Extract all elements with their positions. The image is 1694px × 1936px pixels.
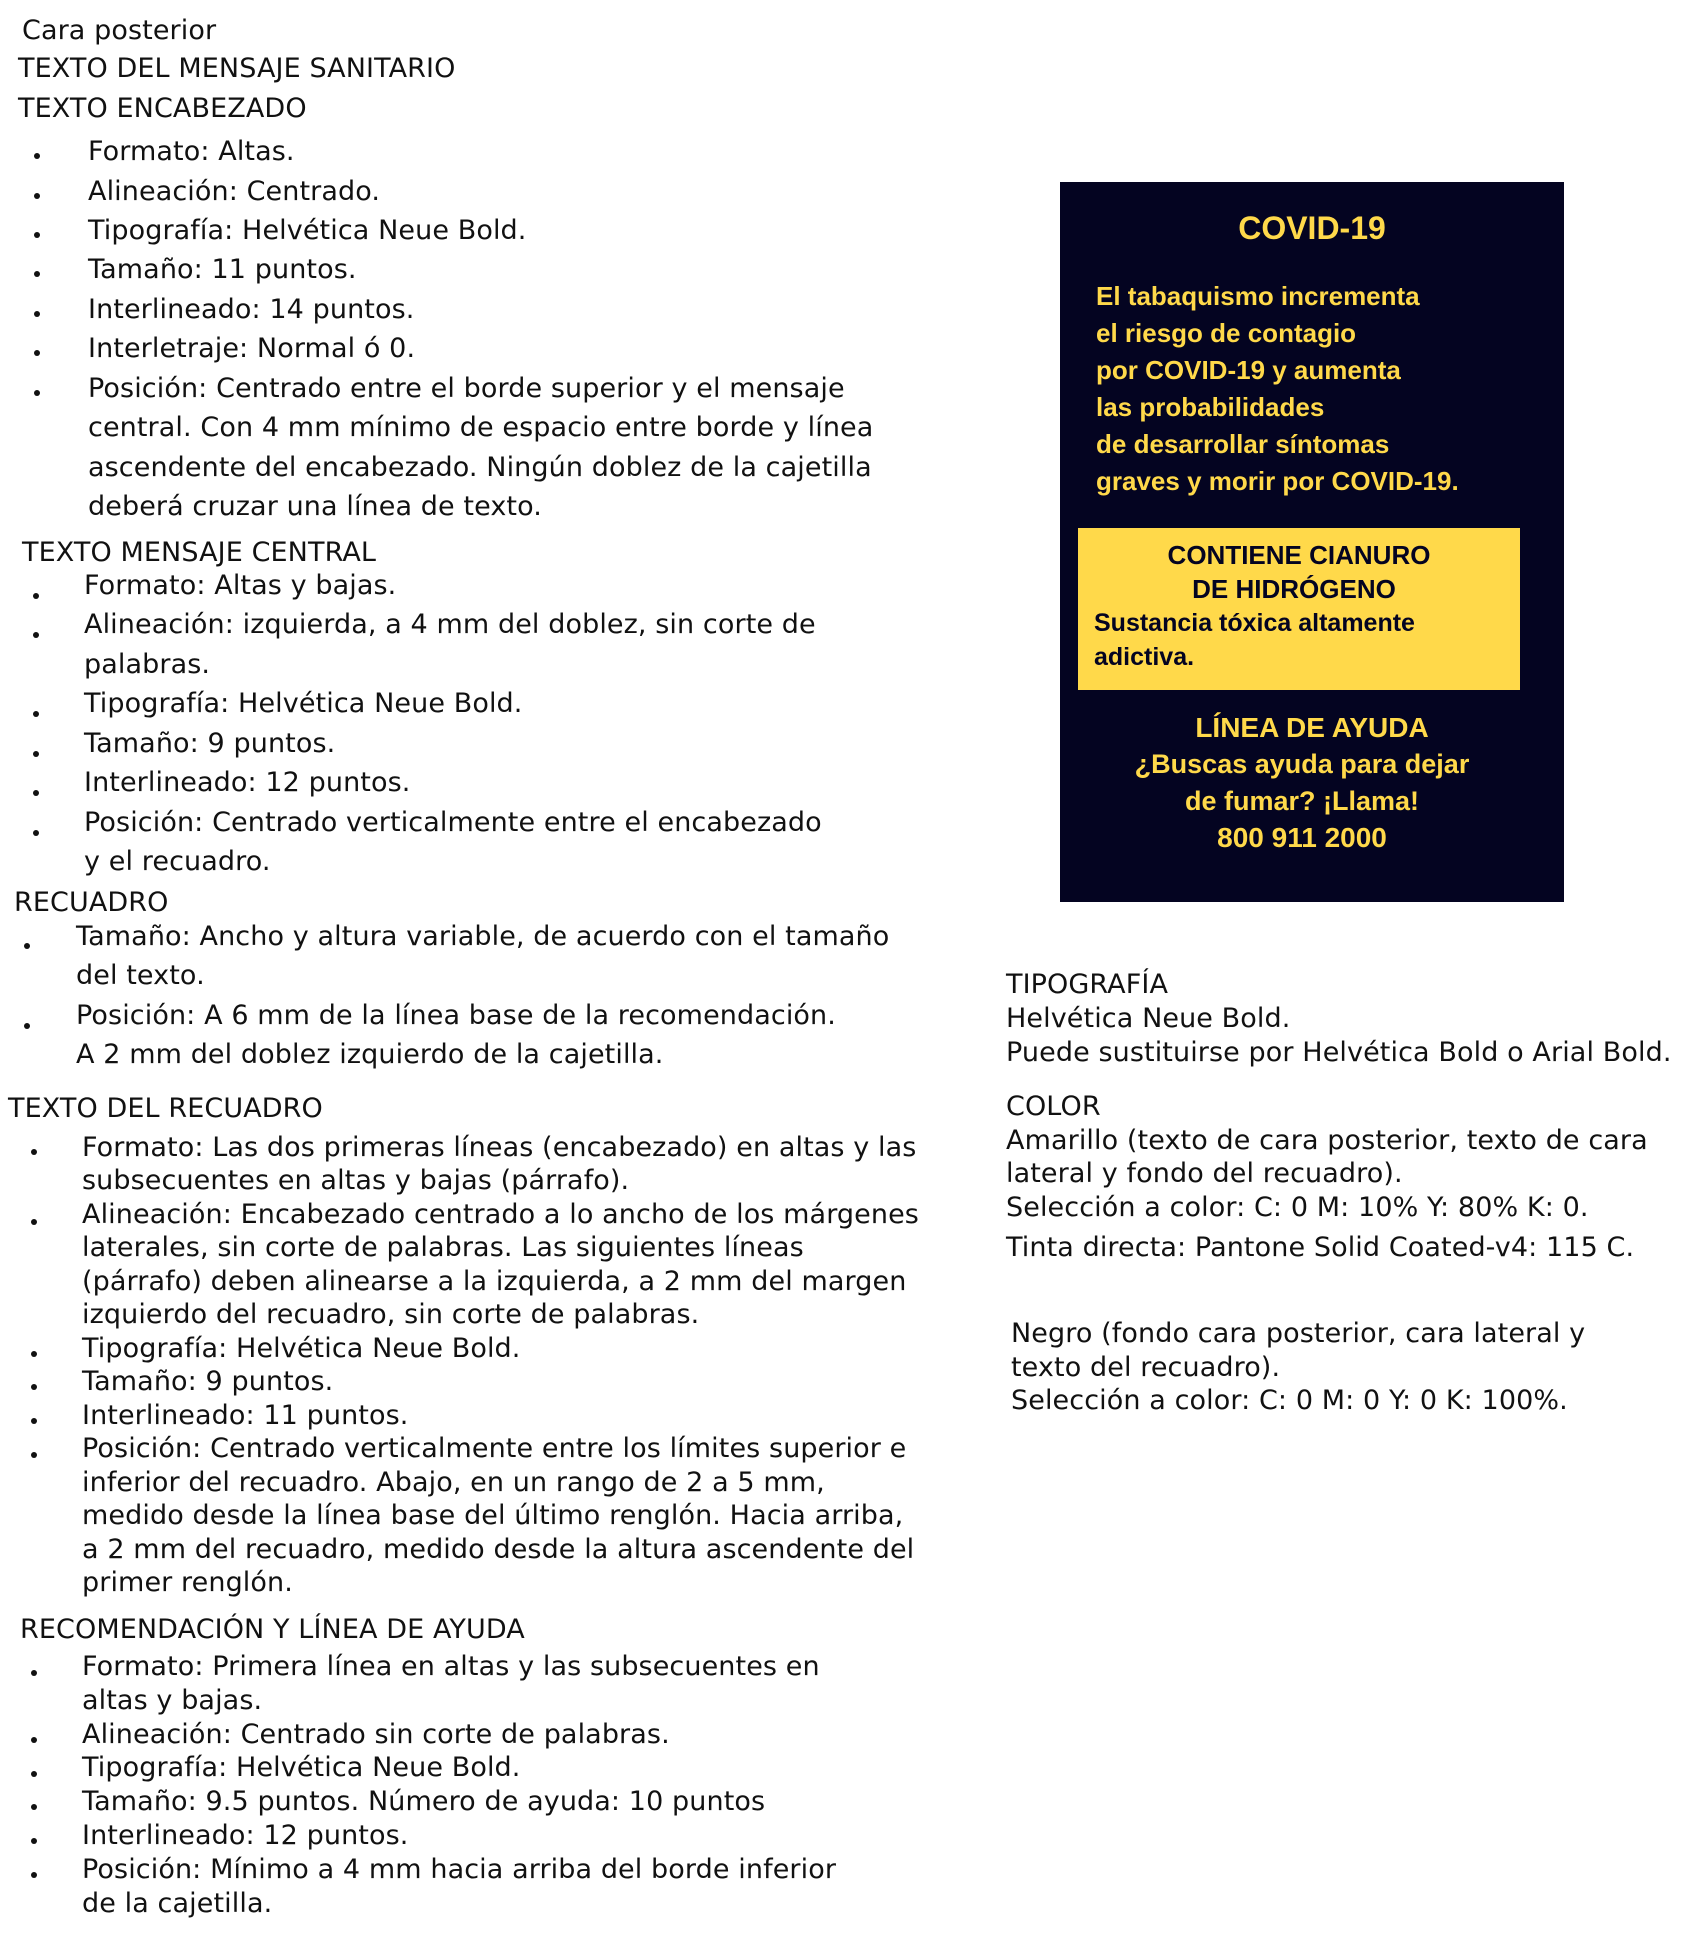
list-item: Formato: Altas y bajas.: [84, 570, 397, 601]
list-item: Formato: Altas.: [88, 136, 295, 167]
warning-box-text: adictiva.: [1094, 643, 1195, 671]
list-item-continuation: del texto.: [76, 960, 205, 991]
doc-title: Cara posterior: [22, 15, 217, 46]
help-heading: LÍNEA DE AYUDA: [1195, 712, 1429, 743]
list-item: Tamaño: 11 puntos.: [88, 254, 357, 285]
bullet: [31, 1804, 37, 1810]
section-heading-encabezado: TEXTO ENCABEZADO: [18, 93, 307, 124]
spec-line: Negro (fondo cara posterior, cara lateral y: [1011, 1318, 1586, 1349]
list-item-continuation: primer renglón.: [82, 1567, 293, 1598]
list-item: Posición: Mínimo a 4 mm hacia arriba del borde inferior: [82, 1854, 837, 1885]
help-text-line: ¿Buscas ayuda para dejar: [1134, 749, 1470, 779]
spec-line: lateral y fondo del recuadro).: [1006, 1158, 1403, 1189]
list-item: Tamaño: 9.5 puntos. Número de ayuda: 10 puntos: [82, 1786, 766, 1817]
list-item: Alineación: Centrado.: [88, 176, 381, 207]
warning-box-text: Sustancia tóxica altamente: [1094, 609, 1415, 637]
list-item-continuation: laterales, sin corte de palabras. Las siguientes líneas: [82, 1232, 804, 1263]
list-item-continuation: ascendente del encabezado. Ningún doblez de la cajetilla: [88, 452, 872, 483]
list-item-continuation: altas y bajas.: [82, 1685, 263, 1716]
bullet: [31, 1872, 37, 1878]
list-item: Interlineado: 11 puntos.: [82, 1400, 409, 1431]
bullet: [24, 943, 30, 949]
list-item: Tamaño: Ancho y altura variable, de acuerdo con el tamaño: [76, 921, 890, 952]
warning-box-heading: DE HIDRÓGENO: [1192, 574, 1396, 604]
list-item: Tipografía: Helvética Neue Bold.: [88, 215, 527, 246]
list-item-continuation: subsecuentes en altas y bajas (párrafo).: [82, 1165, 630, 1196]
bullet: [31, 1149, 37, 1155]
panel-message-line: de desarrollar síntomas: [1096, 429, 1390, 459]
bullet: [34, 350, 40, 356]
list-item-continuation: deberá cruzar una línea de texto.: [88, 491, 542, 522]
section-heading-central: TEXTO MENSAJE CENTRAL: [22, 537, 377, 568]
list-item-continuation: izquierdo del recuadro, sin corte de palabras.: [82, 1299, 700, 1330]
list-item: Tipografía: Helvética Neue Bold.: [84, 688, 523, 719]
list-item: Alineación: Centrado sin corte de palabras.: [82, 1719, 670, 1750]
bullet: [31, 1452, 37, 1458]
spec-line: Selección a color: C: 0 M: 10% Y: 80% K: 0.: [1006, 1192, 1589, 1223]
list-item: Interlineado: 12 puntos.: [82, 1820, 409, 1851]
list-item: Interlineado: 12 puntos.: [84, 767, 411, 798]
bullet: [34, 193, 40, 199]
section-heading-recomendacion: RECOMENDACIÓN Y LÍNEA DE AYUDA: [20, 1614, 525, 1645]
list-item: Posición: Centrado entre el borde superior y el mensaje: [88, 373, 845, 404]
bullet: [31, 1670, 37, 1676]
spec-line: Selección a color: C: 0 M: 0 Y: 0 K: 100%.: [1011, 1385, 1568, 1416]
list-item: Alineación: Encabezado centrado a lo ancho de los márgenes: [82, 1199, 919, 1230]
section-heading-recuadro: RECUADRO: [14, 887, 169, 918]
bullet: [31, 1351, 37, 1357]
panel-message-line: por COVID-19 y aumenta: [1096, 355, 1401, 385]
list-item-continuation: inferior del recuadro. Abajo, en un rango de 2 a 5 mm,: [82, 1467, 825, 1498]
list-item: Alineación: izquierda, a 4 mm del doblez, sin corte de: [84, 609, 816, 640]
list-item: Interlineado: 14 puntos.: [88, 294, 415, 325]
list-item-continuation: de la cajetilla.: [82, 1888, 273, 1919]
list-item-continuation: (párrafo) deben alinearse a la izquierda, a 2 mm del margen: [82, 1266, 907, 1297]
panel-message-line: El tabaquismo incrementa: [1096, 281, 1420, 311]
spec-line: Amarillo (texto de cara posterior, texto de cara: [1006, 1125, 1648, 1156]
list-item: Formato: Primera línea en altas y las subsecuentes en: [82, 1651, 820, 1682]
bullet: [34, 232, 40, 238]
list-item-continuation: y el recuadro.: [84, 846, 271, 877]
bullet: [34, 311, 40, 317]
warning-box: [1078, 528, 1520, 690]
spec-line: Puede sustituirse por Helvética Bold o Arial Bold.: [1006, 1037, 1672, 1068]
bullet: [31, 1771, 37, 1777]
list-item: Interletraje: Normal ó 0.: [88, 333, 416, 364]
list-item: Tamaño: 9 puntos.: [82, 1366, 334, 1397]
bullet: [31, 1737, 37, 1743]
list-item: Tamaño: 9 puntos.: [84, 728, 336, 759]
bullet: [33, 830, 39, 836]
bullet: [24, 1023, 30, 1029]
bullet: [34, 153, 40, 159]
spec-line: Helvética Neue Bold.: [1006, 1003, 1291, 1034]
list-item-continuation: palabras.: [84, 649, 211, 680]
bullet: [31, 1384, 37, 1390]
bullet: [33, 751, 39, 757]
spec-line: texto del recuadro).: [1011, 1352, 1281, 1383]
list-item: Tipografía: Helvética Neue Bold.: [82, 1752, 521, 1783]
list-item-continuation: A 2 mm del doblez izquierdo de la cajetilla.: [76, 1039, 664, 1070]
bullet: [33, 593, 39, 599]
bullet: [31, 1418, 37, 1424]
list-item-continuation: medido desde la línea base del último renglón. Hacia arriba,: [82, 1500, 904, 1531]
helpline-phone: 800 911 2000: [1217, 822, 1387, 853]
bullet: [31, 1219, 37, 1225]
list-item: Formato: Las dos primeras líneas (encabezado) en altas y las: [82, 1132, 917, 1163]
doc-subtitle: TEXTO DEL MENSAJE SANITARIO: [18, 53, 456, 84]
panel-title: COVID-19: [1238, 210, 1386, 246]
list-item-continuation: a 2 mm del recuadro, medido desde la altura ascendente del: [82, 1534, 915, 1565]
list-item-continuation: central. Con 4 mm mínimo de espacio entre borde y línea: [88, 412, 874, 443]
list-item: Posición: Centrado verticalmente entre los límites superior e: [82, 1433, 907, 1464]
bullet: [33, 632, 39, 638]
list-item: Posición: Centrado verticalmente entre el encabezado: [84, 807, 822, 838]
bullet: [34, 390, 40, 396]
section-heading-texto-recuadro: TEXTO DEL RECUADRO: [8, 1093, 323, 1124]
bullet: [34, 271, 40, 277]
bullet: [31, 1838, 37, 1844]
section-heading-color: COLOR: [1006, 1091, 1101, 1122]
panel-message-line: las probabilidades: [1096, 392, 1325, 422]
list-item: Tipografía: Helvética Neue Bold.: [82, 1333, 521, 1364]
panel-message-line: graves y morir por COVID-19.: [1096, 466, 1459, 496]
list-item: Posición: A 6 mm de la línea base de la recomendación.: [76, 1000, 836, 1031]
section-heading-tipografia: TIPOGRAFÍA: [1006, 969, 1169, 1000]
panel-message-line: el riesgo de contagio: [1096, 318, 1357, 348]
spec-line: Tinta directa: Pantone Solid Coated-v4: 115 C.: [1006, 1232, 1635, 1263]
bullet: [33, 790, 39, 796]
warning-box-heading: CONTIENE CIANURO: [1167, 540, 1431, 570]
bullet: [33, 711, 39, 717]
help-text-line: de fumar? ¡Llama!: [1184, 786, 1420, 816]
